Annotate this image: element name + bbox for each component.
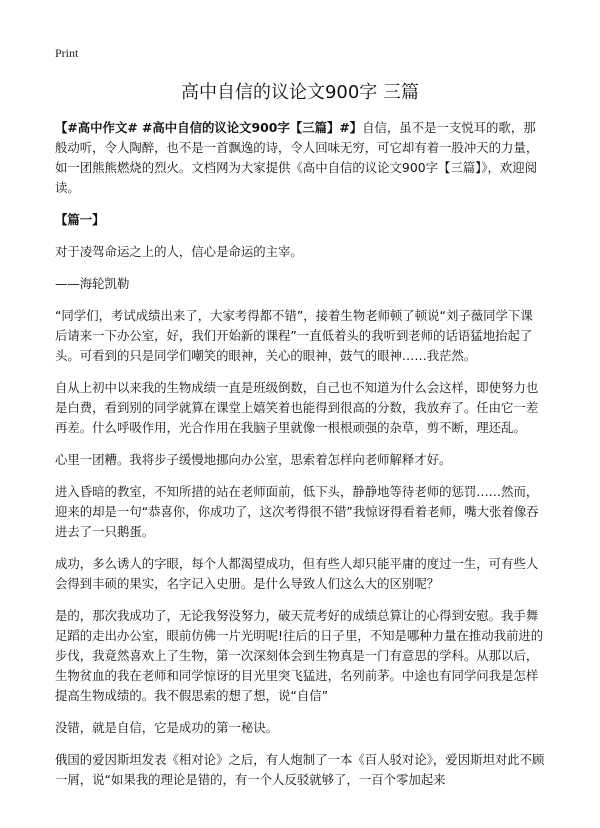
paragraph: 成功，多么诱人的字眼，每个人都渴望成功，但有些人却只能平庸的度过一生，可有些人会得到丰硕的果实，名字记入史册。是什么导致人们这么大的区别呢？: [55, 556, 539, 591]
print-link[interactable]: Print: [55, 46, 79, 60]
document-title: 高中自信的议论文900字 三篇: [180, 82, 420, 103]
article-body: [55, 118, 545, 802]
paragraph: 自从上初中以来我的生物成绩一直是班级倒数，自己也不知道为什么会这样，即使努力也是白费，看到别的同学就算在课堂上嬉笑着也能得到很高的分数，我放弃了。任由它一差再差。什么呼吸作用，光合作用在我脑子里就像一根根顽强的杂草，剪不断，理还乱。: [55, 380, 539, 435]
paragraph: 是的，那次我成功了，无论我努没努力，破天荒考好的成绩总算让的心得到安慰。我手舞足蹈的走出办公室，眼前仿佛一片光明呢!往后的日子里，不知是哪种力量在推动我前进的步伐，我竟然喜欢上了生物，第一次深刻体会到生物真是一门有意思的学科。从那以后，生物贫血的我在老师和同学惊讶的目光里突飞猛进，名列前茅。中途也有同学问我是怎样提高生物成绩的。我不假思索的想了想，说“自信”: [55, 608, 544, 703]
intro-tags: 【#高中作文# #高中自信的议论文900字【三篇】#】: [55, 120, 363, 135]
intro-paragraph: [55, 118, 545, 198]
intro-text: 自信，虽不是一支悦耳的歌，那般动听，令人陶醉，也不是一首飘逸的诗，令人回味无穷，可它却有着一股冲天的力量，如一团熊熊燃烧的烈火。文档网为大家提供《高中自信的议论文900字【三篇】》，欢迎阅读。: [55, 120, 539, 195]
section-heading: 【篇一】: [55, 212, 105, 227]
paragraph: 没错，就是自信，它是成功的第一秘诀。: [55, 720, 279, 735]
paragraph: “同学们，考试成绩出来了，大家考得都不错”，接着生物老师顿了顿说“刘子薇同学下课后请来一下办公室，好，我们开始新的课程”一直低着头的我听到老师的话语猛地抬起了头。可看到的只是同学们嘲笑的眼神，关心的眼神，鼓气的眼神……我茫然。: [55, 308, 533, 363]
paragraph: 俄国的爱因斯坦发表《相对论》之后，有人炮制了一本《百人驳对论》，爱因斯坦对此不顾一屑，说“如果我的理论是错的，有一个人反驳就够了，一百个零加起来: [55, 752, 545, 787]
paragraph: 进入昏暗的教室，不知所措的站在老师面前，低下头，静静地等待老师的惩罚……然而，迎来的却是一句“恭喜你，你成功了，这次考得很不错”我惊讶得看着老师，嘴大张着像吞进去了一只鹅蛋。: [55, 484, 539, 539]
paragraph-quote-author: ——海轮凯勒: [55, 276, 130, 291]
paragraph: 心里一团糟。我将步子缓慢地挪向办公室，思索着怎样向老师解释才好。: [55, 452, 452, 467]
paragraph-quote: 对于凌驾命运之上的人，信心是命运的主宰。: [55, 244, 303, 259]
